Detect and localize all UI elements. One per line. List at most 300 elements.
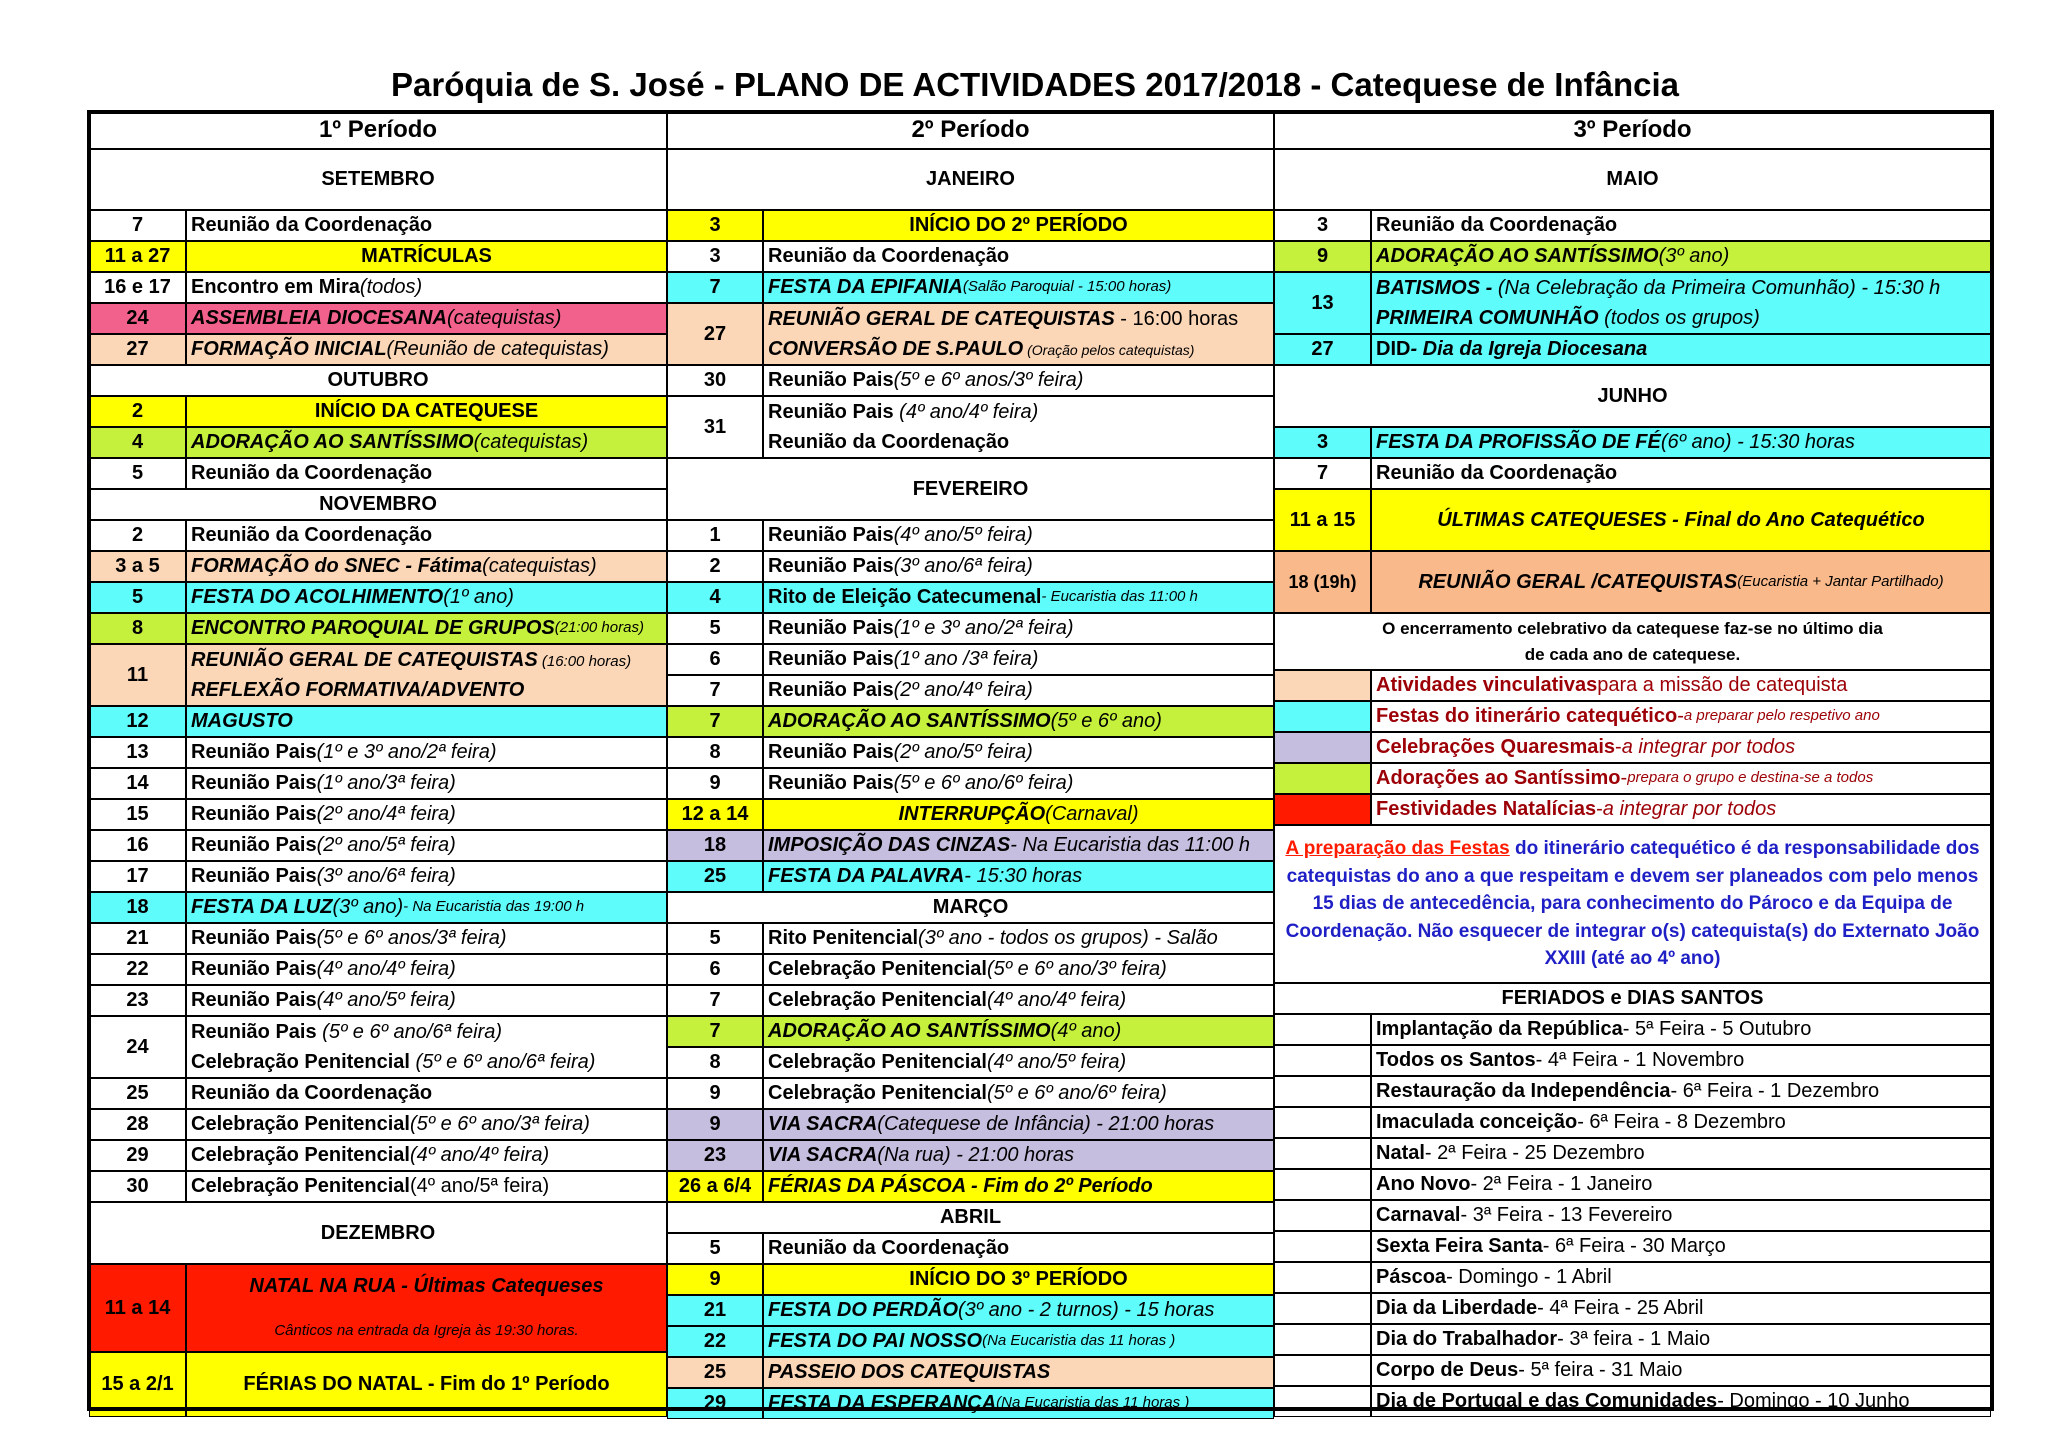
- holiday-item: [1371, 1107, 1991, 1138]
- month-header: FEVEREIRO: [667, 458, 1274, 520]
- legend-swatch: [1274, 794, 1371, 825]
- activity-note: (5º e 6º ano/3º feira): [986, 958, 1167, 981]
- month-header: MARÇO: [667, 892, 1274, 923]
- activity-note: (5º e 6º ano/6º feira): [986, 1082, 1167, 1105]
- activity-description: [763, 644, 1274, 675]
- activity-note: (3º ano - todos os grupos) - Salão: [918, 927, 1218, 950]
- activity-date: 8: [667, 737, 763, 768]
- activity-date: 26 a 6/4: [667, 1171, 763, 1202]
- activity-note: (3º ano): [1658, 245, 1730, 268]
- activity-date: 18: [667, 830, 763, 861]
- activity-small-note: (16:00 horas): [537, 652, 632, 670]
- activity-note: - Na Eucaristia das 11:00 h: [1010, 834, 1251, 857]
- activity-detail: (4º ano/5ª feira): [409, 1175, 550, 1198]
- activity-date: 22: [667, 1326, 763, 1357]
- activity-description: [186, 1264, 667, 1352]
- activity-detail: - 6ª Feira - 30 Março: [1542, 1235, 1726, 1258]
- activity-description: [763, 1047, 1274, 1078]
- activity-date: 12: [89, 706, 186, 737]
- activity-detail: - Domingo - 10 Junho: [1717, 1390, 1910, 1413]
- activity-title: FESTA DO PERDÃO: [768, 1299, 959, 1322]
- activity-subtitle: - Dia da Igreja Diocesana: [1410, 338, 1648, 361]
- activity-small-note: - Eucaristia das 11:00 h: [1041, 588, 1198, 606]
- holiday-item: [1371, 1386, 1991, 1417]
- activity-date: 9: [667, 768, 763, 799]
- note-line: de cada ano de catequese.: [1524, 644, 1741, 664]
- activity-description: [1371, 210, 1991, 241]
- activity-title: Encontro em Mira: [191, 276, 360, 299]
- holiday-blank: [1274, 1293, 1371, 1324]
- activity-title: Corpo de Deus: [1376, 1359, 1519, 1382]
- activity-note: (catequistas): [482, 555, 597, 578]
- activity-detail: - Domingo - 1 Abril: [1446, 1266, 1612, 1289]
- activity-title: Celebração Penitencial: [191, 1144, 410, 1167]
- description-line: [191, 1275, 662, 1297]
- activity-note: (2º ano/5º feira): [893, 741, 1033, 764]
- activity-detail: - 4ª Feira - 1 Novembro: [1535, 1049, 1745, 1072]
- activity-title: Reunião Pais: [191, 834, 317, 857]
- activity-title: PASSEIO DOS CATEQUISTAS: [768, 1361, 1051, 1384]
- activity-title: Ano Novo: [1376, 1173, 1471, 1196]
- activity-description: [763, 830, 1274, 861]
- legend-label: [1371, 794, 1991, 825]
- activity-detail: -: [1677, 705, 1684, 728]
- activity-description: [186, 241, 667, 272]
- month-header: FERIADOS e DIAS SANTOS: [1274, 983, 1991, 1014]
- activity-description: [763, 737, 1274, 768]
- activity-note: (1º e 3º ano/2ª feira): [893, 617, 1074, 640]
- activity-date: 27: [89, 334, 186, 365]
- activity-title: ADORAÇÃO AO SANTÍSSIMO: [768, 710, 1051, 733]
- activity-date: 9: [667, 1078, 763, 1109]
- activity-description: [763, 1357, 1274, 1388]
- month-header: JANEIRO: [667, 149, 1274, 210]
- activity-date: 14: [89, 768, 186, 799]
- activity-date: 6: [667, 954, 763, 985]
- activity-description: [763, 520, 1274, 551]
- activity-title: Imaculada conceição: [1376, 1111, 1578, 1134]
- activity-title: REFLEXÃO FORMATIVA/ADVENTO: [191, 678, 525, 701]
- activity-note: (5º e 6º anos/3º feira): [893, 369, 1084, 392]
- activity-title: Carnaval: [1376, 1204, 1461, 1227]
- activity-description: [186, 1352, 667, 1417]
- month-header: DEZEMBRO: [89, 1202, 667, 1264]
- activity-description: [763, 985, 1274, 1016]
- closing-note: [1274, 613, 1991, 670]
- activity-note: (Catequese de Infância) - 21:00 horas: [877, 1113, 1215, 1136]
- activity-note: (2º ano/4º feira): [893, 679, 1033, 702]
- activity-date: 27: [667, 303, 763, 365]
- activity-description: [1371, 427, 1991, 458]
- activity-date: 3 a 5: [89, 551, 186, 582]
- activity-note: (Carnaval): [1045, 803, 1139, 826]
- activity-date: 4: [667, 582, 763, 613]
- activity-title: FESTA DA LUZ: [191, 896, 333, 919]
- activity-title: REUNIÃO GERAL /CATEQUISTAS: [1418, 570, 1738, 593]
- activity-description: [186, 1140, 667, 1171]
- activity-date: 28: [89, 1109, 186, 1140]
- activity-title: Rito de Eleição Catecumenal: [768, 586, 1042, 609]
- activity-title: Dia da Liberdade: [1376, 1297, 1538, 1320]
- activity-note: (Na rua) - 21:00 horas: [877, 1144, 1075, 1167]
- activity-date: 24: [89, 303, 186, 334]
- activity-title: Celebração Penitencial: [768, 989, 987, 1012]
- activity-date: 5: [667, 923, 763, 954]
- holiday-blank: [1274, 1324, 1371, 1355]
- activity-title: Natal: [1376, 1142, 1425, 1165]
- description-line: [191, 1051, 662, 1073]
- activity-description: [763, 210, 1274, 241]
- activity-description: [186, 1171, 667, 1202]
- activity-title: Reunião Pais: [768, 648, 894, 671]
- activity-date: 7: [667, 706, 763, 737]
- month-header: NOVEMBRO: [89, 489, 667, 520]
- activity-note: (4º ano/4º feira): [986, 989, 1127, 1012]
- activity-date: 11 a 14: [89, 1264, 186, 1352]
- holiday-blank: [1274, 1169, 1371, 1200]
- activity-note: a integrar por todos: [1621, 736, 1796, 759]
- activity-date: 30: [667, 365, 763, 396]
- activity-date: 8: [667, 1047, 763, 1078]
- activity-title: FÉRIAS DA PÁSCOA - Fim do 2º Período: [768, 1175, 1153, 1198]
- activity-title: Reunião da Coordenação: [191, 214, 433, 237]
- activity-detail: - 16:00 horas: [1114, 307, 1239, 330]
- activity-description: [186, 210, 667, 241]
- activity-note: a integrar por todos: [1602, 798, 1777, 821]
- activity-title: Rito Penitencial: [768, 927, 919, 950]
- activity-description: [763, 1140, 1274, 1171]
- description-line: [1376, 277, 1986, 299]
- activity-date: 7: [667, 675, 763, 706]
- activity-date: 4: [89, 427, 186, 458]
- activity-title: Reunião Pais: [768, 741, 894, 764]
- activity-description: [763, 241, 1274, 272]
- activity-description: [186, 892, 667, 923]
- activity-description: [763, 861, 1274, 892]
- activity-title: ENCONTRO PAROQUIAL DE GRUPOS: [191, 617, 555, 640]
- activity-detail: - 5ª feira - 31 Maio: [1518, 1359, 1683, 1382]
- activity-description: [763, 768, 1274, 799]
- activity-title: Todos os Santos: [1376, 1049, 1536, 1072]
- activity-date: 7: [1274, 458, 1371, 489]
- activity-detail: - 4ª Feira - 25 Abril: [1537, 1297, 1704, 1320]
- activity-note: (3º ano/6ª feira): [316, 865, 456, 888]
- activity-description: [186, 1109, 667, 1140]
- activity-description: [763, 1295, 1274, 1326]
- activity-date: 1: [667, 520, 763, 551]
- activity-title: VIA SACRA: [768, 1113, 878, 1136]
- activity-description: [1371, 551, 1991, 613]
- activity-description: [763, 1078, 1274, 1109]
- activity-title: Reunião da Coordenação: [191, 462, 433, 485]
- legend-swatch: [1274, 732, 1371, 763]
- activity-note: (6º ano) - 15:30 horas: [1660, 431, 1855, 454]
- period-header: 3º Período: [1274, 112, 1991, 149]
- activity-description: [186, 334, 667, 365]
- activity-title: FÉRIAS DO NATAL - Fim do 1º Período: [243, 1373, 610, 1396]
- activity-title: Celebração Penitencial: [768, 1082, 987, 1105]
- activity-description: [763, 613, 1274, 644]
- activity-date: 12 a 14: [667, 799, 763, 830]
- first-period-column: [89, 112, 667, 1409]
- activity-description: [186, 706, 667, 737]
- activity-title: Festividades Natalícias: [1376, 798, 1597, 821]
- description-line: [768, 338, 1269, 360]
- activity-title: Reunião Pais: [768, 400, 894, 423]
- activity-title: Reunião da Coordenação: [191, 524, 433, 547]
- legend-label: [1371, 701, 1991, 732]
- activity-description: [186, 1016, 667, 1078]
- period-header: 1º Período: [89, 112, 667, 149]
- activity-note: (4º ano/4º feira): [316, 958, 456, 981]
- preparation-body: do itinerário catequético é da responsabilidade dos catequistas do ano a que respeitam e devem ser planeados com pelo menos 15 dias de antecedência, para conhecimento do Pároco e da Equipa de Coordenação. Não esquecer de integrar o(s) catequista(s) do Externato João XXIII (até ao 4º ano): [1285, 838, 1980, 970]
- activity-title: Reunião Pais: [768, 772, 894, 795]
- activity-description: [763, 1326, 1274, 1357]
- holiday-item: [1371, 1262, 1991, 1293]
- activity-description: [1371, 334, 1991, 365]
- activity-title: REUNIÃO GERAL DE CATEQUISTAS: [191, 648, 538, 671]
- holiday-item: [1371, 1014, 1991, 1045]
- activity-note: (5º e 6º ano/6º feira): [893, 772, 1074, 795]
- month-header: ABRIL: [667, 1202, 1274, 1233]
- activity-date: 9: [667, 1264, 763, 1295]
- legend-swatch: [1274, 701, 1371, 732]
- activity-title: Reunião Pais: [768, 524, 894, 547]
- holiday-item: [1371, 1200, 1991, 1231]
- activity-title: Celebração Penitencial: [768, 1051, 987, 1074]
- holiday-blank: [1274, 1200, 1371, 1231]
- preparation-emphasis: A preparação das Festas: [1285, 838, 1510, 860]
- activity-title: FORMAÇÃO do SNEC - Fátima: [191, 555, 483, 578]
- holiday-blank: [1274, 1231, 1371, 1262]
- activity-description: [1371, 489, 1991, 551]
- activity-title: Reunião da Coordenação: [768, 430, 1010, 453]
- activity-note: (4º ano/5º feira): [986, 1051, 1127, 1074]
- activity-title: Celebração Penitencial: [768, 958, 987, 981]
- page-title: Paróquia de S. José - PLANO DE ACTIVIDADES 2017/2018 - Catequese de Infância: [390, 66, 1679, 103]
- activity-title: Reunião Pais: [768, 369, 894, 392]
- activity-date: 25: [667, 861, 763, 892]
- activity-detail: -: [1620, 767, 1628, 790]
- activity-title: Reunião Pais: [191, 989, 317, 1012]
- activity-date: 5: [667, 1233, 763, 1264]
- activity-date: 2: [667, 551, 763, 582]
- activity-note: (catequistas): [446, 307, 562, 330]
- activity-note: (1º e 3º ano/2ª feira): [316, 741, 497, 764]
- activity-title: INÍCIO DA CATEQUESE: [314, 400, 539, 423]
- activity-note: (5º e 6º ano): [1050, 710, 1162, 733]
- activity-detail: - 5ª Feira - 5 Outubro: [1622, 1018, 1812, 1041]
- activity-date: 9: [1274, 241, 1371, 272]
- activity-title: Reunião Pais: [191, 958, 317, 981]
- activity-title: Celebração Penitencial: [191, 1050, 410, 1073]
- activity-note: (4º ano/4º feira): [893, 400, 1039, 423]
- activity-note: (1º ano/3ª feira): [316, 772, 456, 795]
- activity-title: Reunião Pais: [191, 927, 317, 950]
- activity-small-note: - Na Eucaristia das 19:00 h: [403, 898, 585, 916]
- activity-title: Dia do Trabalhador: [1376, 1328, 1558, 1351]
- activity-title: Celebração Penitencial: [191, 1113, 410, 1136]
- activity-title: FESTA DO PAI NOSSO: [768, 1330, 983, 1353]
- third-period-column: [1274, 112, 1991, 1413]
- activity-description: [763, 1264, 1274, 1295]
- activity-date: 11: [89, 644, 186, 706]
- activity-title: MAGUSTO: [191, 710, 293, 733]
- activity-title: Sexta Feira Santa: [1376, 1235, 1543, 1258]
- activity-title: Reunião Pais: [768, 617, 894, 640]
- activity-title: INÍCIO DO 3º PERÍODO: [909, 1268, 1128, 1291]
- description-line: [191, 1021, 662, 1043]
- activity-description: [186, 303, 667, 334]
- activity-description: [186, 985, 667, 1016]
- activity-title: Festas do itinerário catequético: [1376, 705, 1678, 728]
- activity-date: 31: [667, 396, 763, 458]
- activity-title: Reunião da Coordenação: [191, 1082, 433, 1105]
- activity-title: Reunião Pais: [768, 679, 894, 702]
- activity-title: Reunião da Coordenação: [1376, 462, 1618, 485]
- activity-detail: - 2ª Feira - 25 Dezembro: [1424, 1142, 1645, 1165]
- activity-description: [1371, 272, 1991, 334]
- holiday-item: [1371, 1324, 1991, 1355]
- activity-description: [763, 303, 1274, 365]
- activity-small-note: (Eucaristia + Jantar Partilhado): [1737, 572, 1944, 590]
- activity-note: (5º e 6º ano/6ª feira): [316, 1020, 503, 1043]
- activity-note: (3º ano/6ª feira): [893, 555, 1033, 578]
- month-header: OUTUBRO: [89, 365, 667, 396]
- activity-title: INTERRUPÇÃO: [898, 803, 1046, 826]
- activity-title: VIA SACRA: [768, 1144, 878, 1167]
- activity-note: (4º ano/4º feira): [409, 1144, 550, 1167]
- activity-description: [186, 954, 667, 985]
- activity-title: Restauração da Independência: [1376, 1080, 1671, 1103]
- activity-date: 3: [667, 241, 763, 272]
- activity-description: [763, 675, 1274, 706]
- activity-date: 17: [89, 861, 186, 892]
- holiday-item: [1371, 1076, 1991, 1107]
- activity-title: ADORAÇÃO AO SANTÍSSIMO: [191, 431, 474, 454]
- activity-date: 7: [89, 210, 186, 241]
- activity-title: FESTA DA EPIFANIA: [768, 276, 963, 299]
- activity-description: [186, 582, 667, 613]
- activity-description: [186, 613, 667, 644]
- activity-title: Celebração Penitencial: [191, 1175, 410, 1198]
- activity-note: (1º ano /3ª feira): [893, 648, 1039, 671]
- activity-title: Reunião da Coordenação: [768, 245, 1010, 268]
- activity-description: [186, 520, 667, 551]
- holiday-blank: [1274, 1076, 1371, 1107]
- activity-description: [763, 551, 1274, 582]
- activity-note: (catequistas): [473, 431, 589, 454]
- preparation-text: [1285, 835, 1980, 973]
- activity-title: ADORAÇÃO AO SANTÍSSIMO: [1376, 245, 1659, 268]
- holiday-blank: [1274, 1045, 1371, 1076]
- activity-date: 21: [89, 923, 186, 954]
- activity-description: [186, 427, 667, 458]
- activity-date: 13: [89, 737, 186, 768]
- activity-small-note: (21:00 horas): [554, 619, 644, 637]
- description-line: [191, 679, 662, 701]
- holiday-item: [1371, 1293, 1991, 1324]
- activity-note: (Na Celebração da Primeira Comunhão) - 15:30 h: [1492, 276, 1941, 299]
- activity-date: 7: [667, 272, 763, 303]
- activity-small-note: (Salão Paroquial - 15:00 horas): [962, 278, 1172, 296]
- holiday-blank: [1274, 1107, 1371, 1138]
- activity-title: Reunião Pais: [191, 741, 317, 764]
- month-header: SETEMBRO: [89, 149, 667, 210]
- activity-note: (3º ano - 2 turnos) - 15 horas: [958, 1299, 1215, 1322]
- activity-title: Implantação da República: [1376, 1018, 1623, 1041]
- activity-small-note: Cânticos na entrada da Igreja às 19:30 horas.: [274, 1322, 579, 1340]
- activity-detail: -: [1596, 798, 1603, 821]
- activity-title: FORMAÇÃO INICIAL: [191, 338, 387, 361]
- activity-date: 29: [667, 1388, 763, 1419]
- activity-description: [186, 551, 667, 582]
- holiday-blank: [1274, 1355, 1371, 1386]
- activity-tiny-note: (Oração pelos catequistas): [1023, 341, 1195, 358]
- activity-title: Reunião Pais: [768, 555, 894, 578]
- activity-description: [763, 954, 1274, 985]
- second-period-column: [667, 112, 1274, 1415]
- activity-title: FESTA DA ESPERANÇA: [768, 1392, 997, 1415]
- activity-title: Reunião da Coordenação: [1376, 214, 1618, 237]
- activity-date: 18 (19h): [1274, 551, 1371, 613]
- activity-note: (2º ano/5ª feira): [316, 834, 456, 857]
- legend-label: [1371, 763, 1991, 794]
- activity-note: (3º ano): [332, 896, 404, 919]
- holiday-blank: [1274, 1262, 1371, 1293]
- activity-description: [186, 737, 667, 768]
- activity-title: DID: [1376, 338, 1411, 361]
- activity-date: 13: [1274, 272, 1371, 334]
- activity-date: 30: [89, 1171, 186, 1202]
- description-line: [191, 649, 662, 671]
- activity-note: (2º ano/4ª feira): [316, 803, 456, 826]
- description-line: [1376, 307, 1986, 329]
- activity-date: 5: [667, 613, 763, 644]
- activity-description: [763, 365, 1274, 396]
- activity-title: Reunião da Coordenação: [768, 1237, 1010, 1260]
- activity-title: Reunião Pais: [191, 1020, 317, 1043]
- description-line: [768, 431, 1269, 453]
- activity-title: FESTA DA PALAVRA: [768, 865, 965, 888]
- holiday-blank: [1274, 1386, 1371, 1417]
- activity-note: (Reunião de catequistas): [386, 338, 609, 361]
- activity-note: - 15:30 horas: [964, 865, 1083, 888]
- activity-title: BATISMOS -: [1376, 276, 1493, 299]
- activity-note: (4º ano/5º feira): [893, 524, 1033, 547]
- activity-date: 22: [89, 954, 186, 985]
- activity-date: 2: [89, 396, 186, 427]
- activity-description: [763, 272, 1274, 303]
- activity-date: 3: [667, 210, 763, 241]
- activity-date: 27: [1274, 334, 1371, 365]
- month-header: MAIO: [1274, 149, 1991, 210]
- activity-title: CONVERSÃO DE S.PAULO: [768, 337, 1024, 360]
- note-line: O encerramento celebrativo da catequese faz-se no último dia: [1382, 619, 1883, 638]
- activity-date: 21: [667, 1295, 763, 1326]
- period-header: 2º Período: [667, 112, 1274, 149]
- holiday-item: [1371, 1169, 1991, 1200]
- activity-title: Dia de Portugal e das Comunidades: [1376, 1390, 1718, 1413]
- activity-title: Adorações ao Santíssimo: [1376, 767, 1621, 790]
- activity-date: 18: [89, 892, 186, 923]
- activity-description: [1371, 241, 1991, 272]
- activity-date: 7: [667, 1016, 763, 1047]
- activity-description: [186, 1078, 667, 1109]
- description-line: [191, 1318, 662, 1340]
- activity-description: [186, 768, 667, 799]
- activity-title: FESTA DO ACOLHIMENTO: [191, 586, 444, 609]
